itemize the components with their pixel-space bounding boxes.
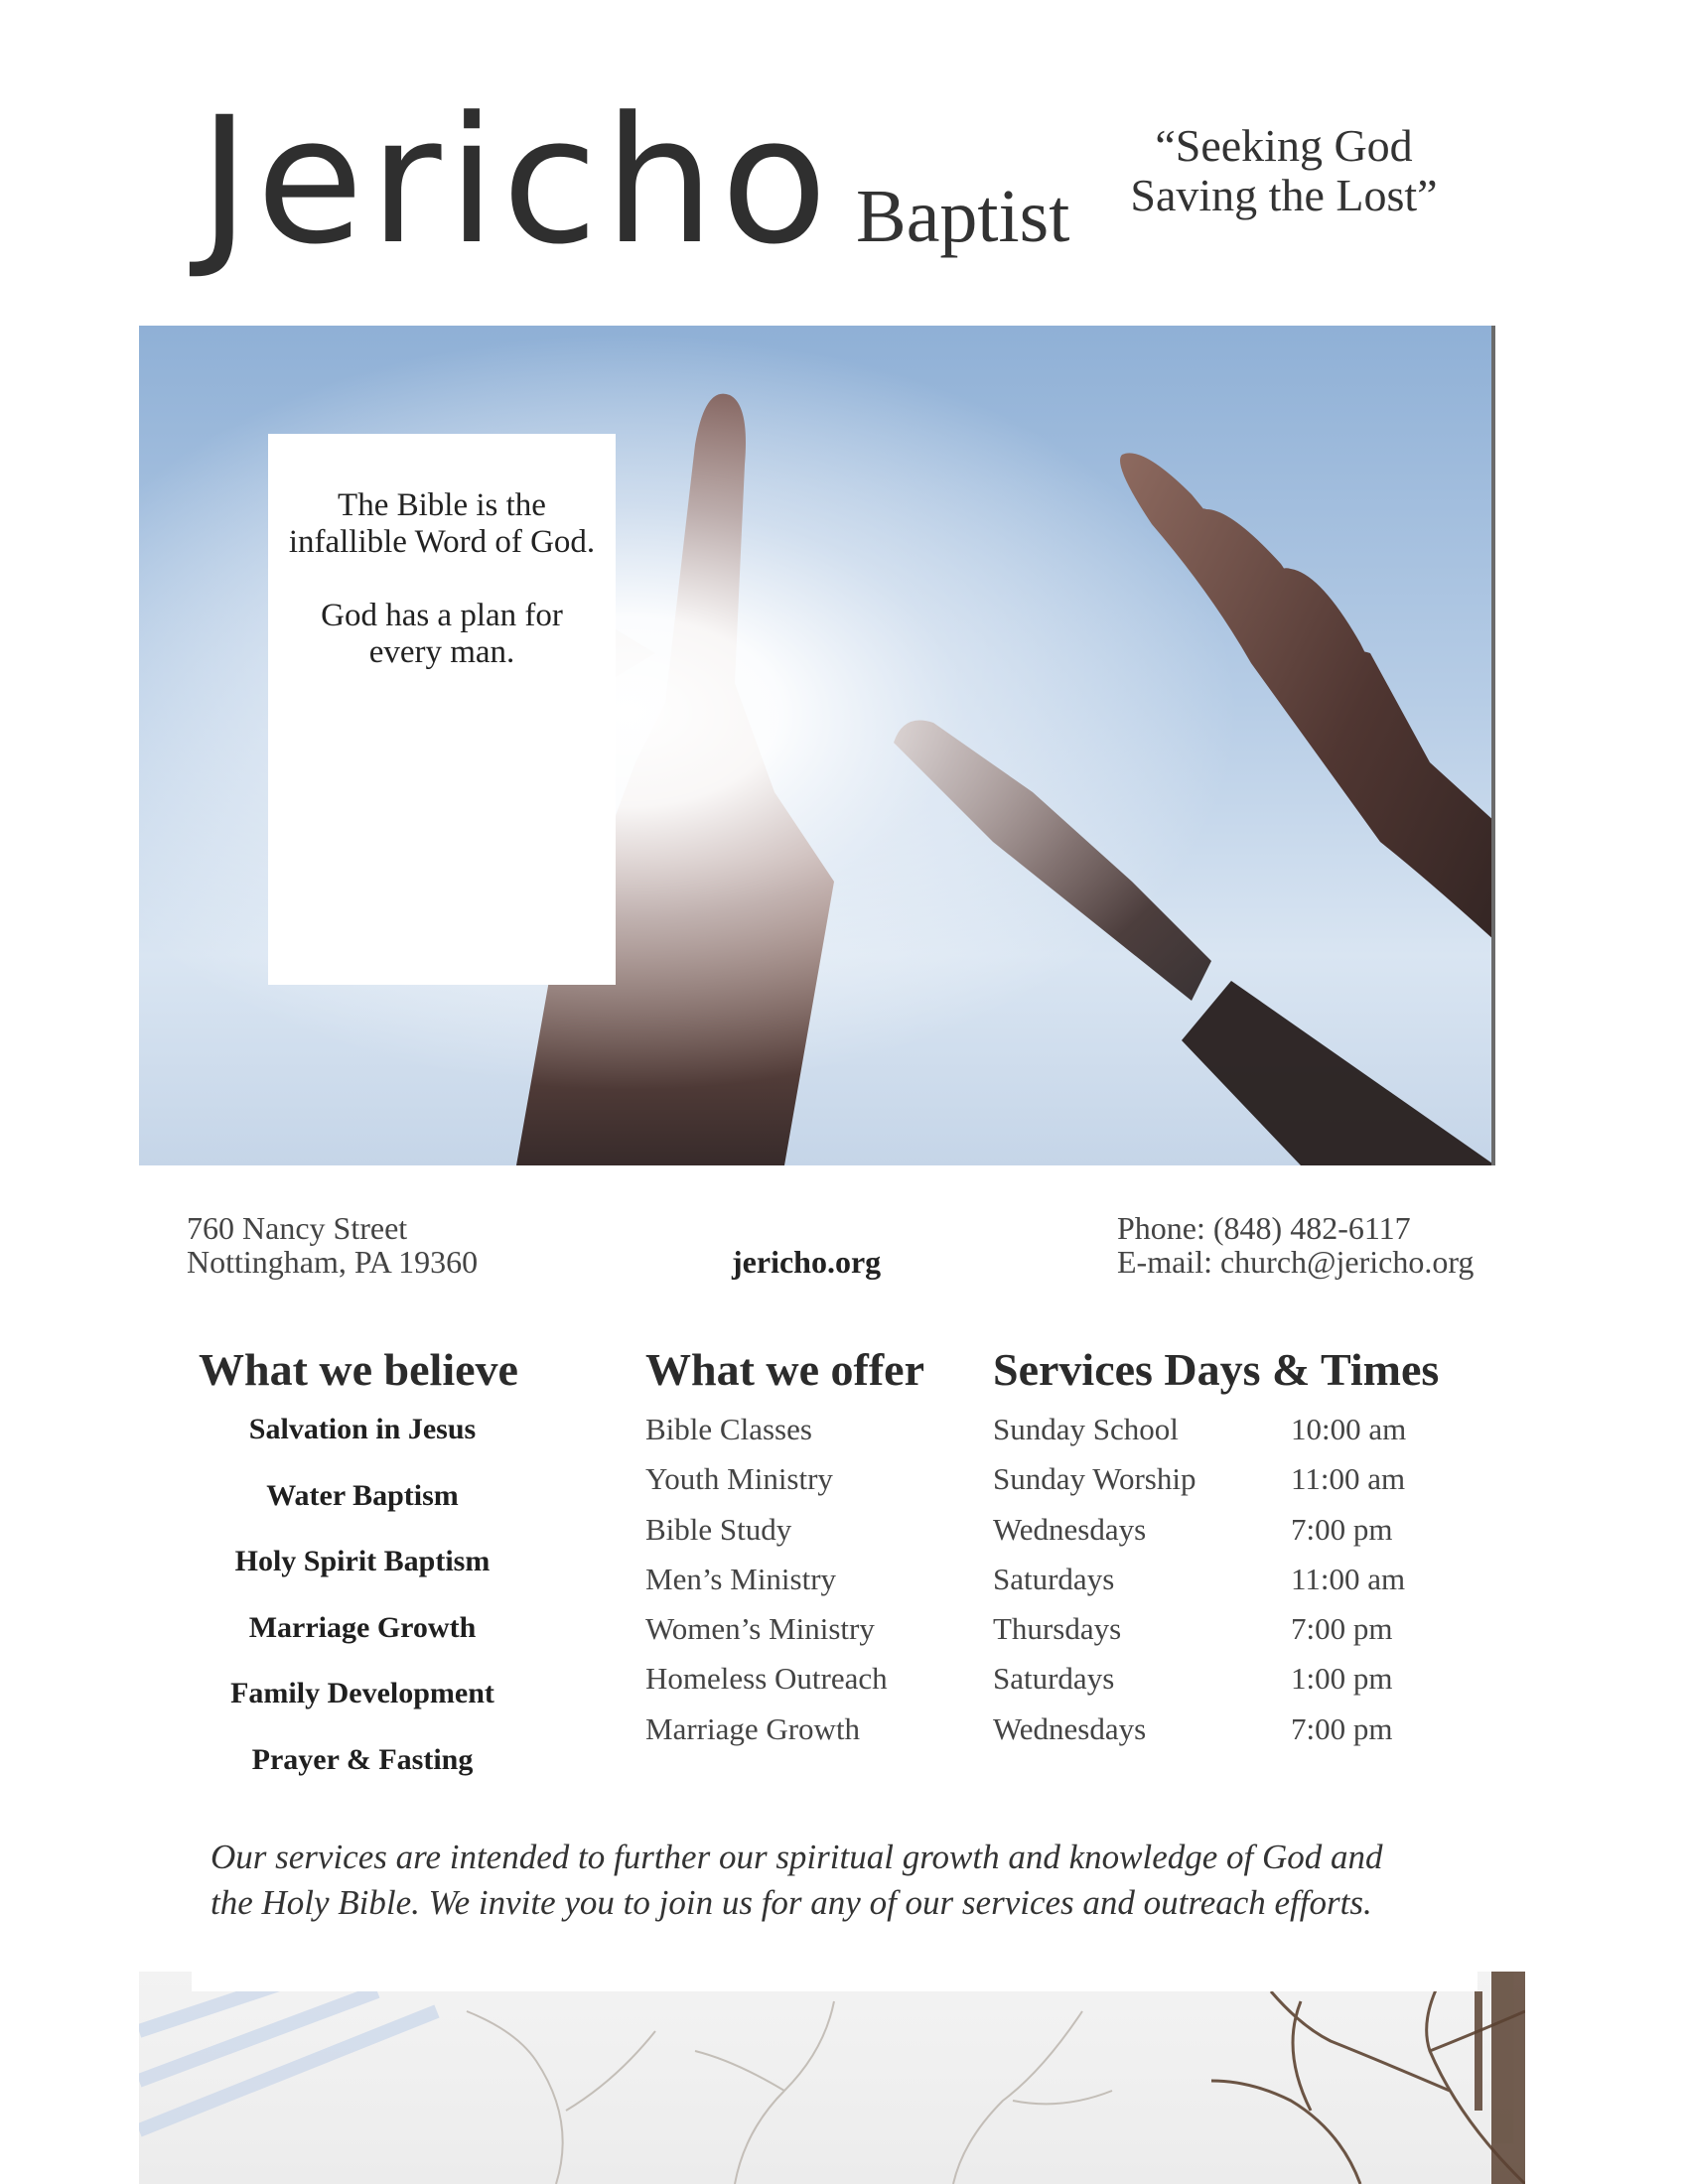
list-item: Prayer & Fasting (251, 1742, 474, 1776)
table-row (993, 1412, 1406, 1461)
list-item: Homeless Outreach (645, 1661, 888, 1697)
service-time: 7:00 pm (1291, 1511, 1393, 1547)
table-row (993, 1512, 1406, 1562)
service-time: 11:00 am (1291, 1561, 1406, 1596)
believe-heading: What we believe (199, 1344, 518, 1395)
tree-branches-icon (139, 1972, 1525, 2184)
believe-list (189, 1412, 536, 1809)
service-day: Sunday School (993, 1412, 1179, 1446)
list-item: Bible Classes (645, 1412, 812, 1446)
closing-statement (211, 1835, 1521, 1926)
services-heading: Services Days & Times (993, 1344, 1440, 1395)
list-item: Salvation in Jesus (248, 1413, 477, 1445)
city-state-zip: Nottingham, PA 19360 (187, 1244, 479, 1280)
list-item: Family Development (230, 1677, 494, 1710)
list-item: Water Baptism (266, 1478, 459, 1512)
list-item: Bible Study (645, 1511, 792, 1547)
service-day: Wednesdays (993, 1511, 1147, 1547)
service-time: 1:00 pm (1291, 1661, 1393, 1697)
service-day: Sunday Worship (993, 1461, 1196, 1497)
closing-line-2: the Holy Bible. We invite you to join us for any of our services and outreach efforts. (211, 1883, 1372, 1922)
list-item: Marriage Growth (248, 1610, 477, 1644)
table-row (993, 1562, 1406, 1611)
email-address[interactable]: E-mail: church@jericho.org (1117, 1244, 1475, 1280)
service-time: 10:00 am (1291, 1412, 1407, 1446)
services-schedule (993, 1412, 1406, 1761)
bottom-photo-border (192, 1972, 1477, 1991)
contact-info (1117, 1211, 1474, 1279)
list-item: Men’s Ministry (645, 1561, 837, 1596)
service-day: Thursdays (993, 1611, 1122, 1647)
tagline-line-1: “Seeking God (1155, 120, 1413, 171)
address (187, 1211, 478, 1279)
closing-line-1: Our services are intended to further our spiritual growth and knowledge of God and (211, 1838, 1383, 1876)
belief-card (268, 434, 616, 985)
tagline-line-2: Saving the Lost” (1130, 170, 1438, 220)
list-item: Holy Spirit Baptism (234, 1545, 491, 1578)
street-address: 760 Nancy Street (187, 1210, 408, 1246)
offer-heading: What we offer (645, 1344, 925, 1395)
service-time: 11:00 am (1291, 1461, 1406, 1497)
offer-list (645, 1412, 888, 1761)
church-denomination: Baptist (856, 175, 1070, 258)
bottom-photo (139, 1972, 1525, 2184)
table-row (993, 1611, 1406, 1661)
table-row (993, 1461, 1406, 1511)
list-item: Marriage Growth (645, 1710, 861, 1746)
service-day: Saturdays (993, 1661, 1115, 1697)
service-day: Wednesdays (993, 1710, 1147, 1746)
tagline (1120, 121, 1448, 220)
belief-statement-bible: The Bible is the infallible Word of God. (288, 487, 596, 560)
phone-number[interactable]: Phone: (848) 482-6117 (1117, 1210, 1411, 1246)
list-item: Women’s Ministry (645, 1611, 875, 1647)
service-time: 7:00 pm (1291, 1710, 1393, 1746)
church-name: Jericho (199, 79, 834, 283)
table-row (993, 1711, 1406, 1761)
belief-statement-plan: God has a plan for every man. (321, 598, 563, 670)
website-link[interactable]: jericho.org (732, 1244, 882, 1280)
table-row (993, 1661, 1406, 1710)
service-day: Saturdays (993, 1561, 1115, 1596)
list-item: Youth Ministry (645, 1461, 833, 1497)
service-time: 7:00 pm (1291, 1611, 1393, 1647)
